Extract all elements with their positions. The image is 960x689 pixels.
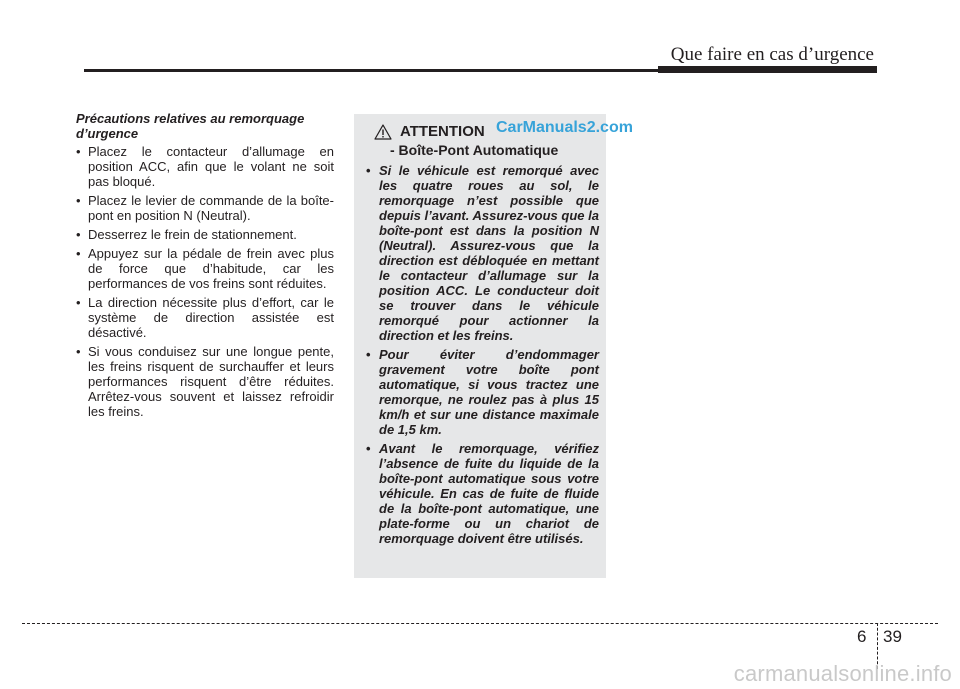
watermark-top: CarManuals2.com	[496, 119, 633, 136]
bullet-icon: •	[366, 441, 371, 456]
warning-triangle-icon	[374, 124, 392, 140]
list-item: • Placez le contacteur d’allumage en position ACC, afin que le volant ne soit pas bloqué.	[76, 144, 334, 189]
attention-list	[364, 163, 599, 546]
bullet-icon: •	[366, 347, 371, 362]
list-item: • Desserrez le frein de stationnement.	[76, 227, 297, 242]
list-item: • Si le véhicule est remorqué avec les quatre roues au sol, le remorquage n’est possible que depuis l’avant. Assurez-vous que la boîte-pont est dans la position N (Neutral). Assurez-vous que la direction est débloquée en mettant le contacteur d’allumage sur la position ACC. Le conducteur doit se trouver dans le véhicule remorqué pour actionner la direction et les freins.	[366, 163, 599, 343]
header-rule-accent	[658, 66, 877, 73]
bullet-icon: •	[76, 344, 81, 359]
bullet-icon: •	[76, 246, 81, 261]
list-item: • Appuyez sur la pédale de frein avec plus de force que d’habitude, car les performances de vos freins sont réduites.	[76, 246, 334, 291]
chapter-number: 6	[857, 627, 867, 646]
towing-precautions-heading: Précautions relatives au remorquage d’urgence	[76, 111, 305, 141]
towing-precautions-list	[76, 144, 334, 419]
bullet-icon: •	[76, 193, 81, 208]
page-number: 39	[883, 627, 902, 646]
attention-title: ATTENTION	[400, 123, 485, 140]
list-item: • Si vous conduisez sur une longue pente, les freins risquent de surchauffer et leurs performances risquent d’être réduites. Arrêtez-vous souvent et laissez refroidir les freins.	[76, 344, 334, 419]
watermark-bottom: carmanualsonline.info	[733, 661, 952, 686]
attention-header	[364, 119, 633, 142]
list-item: • Pour éviter d’endommager gravement votre boîte pont automatique, si vous tractez une remorque, ne roulez pas à plus 15 km/h et sur une distance maximale de 1,5 km.	[366, 347, 599, 437]
footer-rule	[22, 623, 938, 624]
list-item: • La direction nécessite plus d’effort, car le système de direction assistée est désactivé.	[76, 295, 334, 340]
bullet-icon: •	[76, 295, 81, 310]
bullet-icon: •	[76, 144, 81, 159]
attention-subtitle: - Boîte-Pont Automatique	[390, 142, 559, 158]
attention-box	[354, 114, 633, 578]
towing-precautions-column	[76, 111, 334, 423]
header-rule	[84, 69, 658, 72]
bullet-icon: •	[76, 227, 81, 242]
list-item: • Avant le remorquage, vérifiez l’absence de fuite du liquide de la boîte-pont automatique sous votre véhicule. En cas de fuite de fluide de la boîte-pont automatique, une plate-forme ou un chariot de remorquage doivent être utilisés.	[366, 441, 599, 546]
section-title: Que faire en cas d’urgence	[670, 44, 874, 65]
list-item: • Placez le levier de commande de la boîte-pont en position N (Neutral).	[76, 193, 334, 223]
bullet-icon: •	[366, 163, 371, 178]
